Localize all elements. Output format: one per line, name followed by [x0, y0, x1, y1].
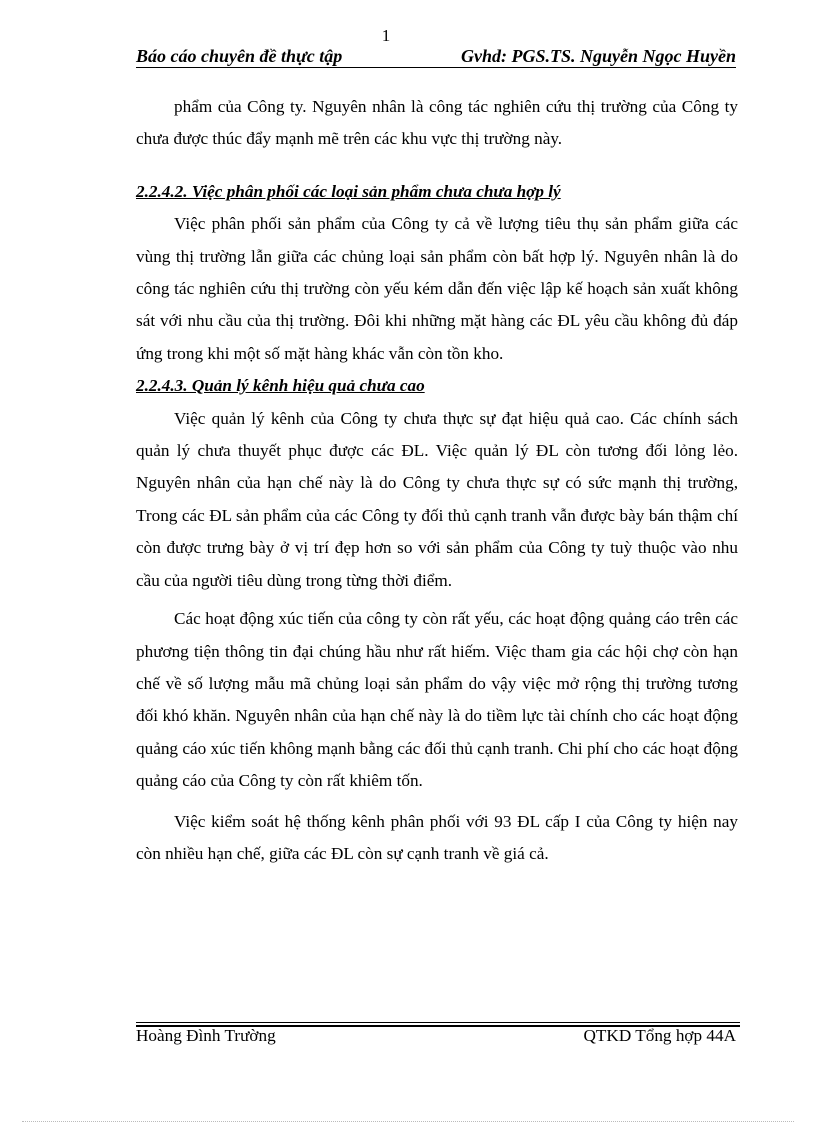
- page-bottom-edge: [22, 1121, 794, 1122]
- paragraph-promotion: Các hoạt động xúc tiến của công ty còn rất yếu, các hoạt động quảng cáo trên các phương tiện thông tin đại chúng hầu như rất hiếm. Việc tham gia các hội chợ còn hạn chế về số lượng mẫu mã chủng loại sản phẩm do vậy việc mở rộng thị trường tương đối khó khăn. Nguyên nhân của hạn chế này là do tiềm lực tài chính cho các hoạt động quảng cáo xúc tiến không mạnh bằng các đối thủ cạnh tranh. Chi phí cho các hoạt động quảng cáo của Công ty còn rất khiêm tốn.: [136, 609, 738, 791]
- paragraph-channel-control: Việc kiểm soát hệ thống kênh phân phối với 93 ĐL cấp I của Công ty hiện nay còn nhiều hạn chế, giữa các ĐL còn sự cạnh tranh về giá cả.: [136, 811, 738, 863]
- header-divider: [136, 67, 736, 68]
- header-report-title: Báo cáo chuyên đề thực tập: [136, 46, 343, 66]
- header-advisor: Gvhd: PGS.TS. Nguyễn Ngọc Huyền: [461, 46, 736, 66]
- footer-author: Hoàng Đình Trường: [136, 1026, 276, 1045]
- section-heading-2-2-4-2: 2.2.4.2. Việc phân phối các loại sản phẩm chưa chưa hợp lý: [136, 181, 561, 201]
- document-body: [136, 91, 738, 870]
- footer-divider-thin: [136, 1022, 740, 1023]
- section-heading-2-2-4-3: 2.2.4.3. Quản lý kênh hiệu quả chưa cao: [136, 376, 425, 396]
- page-footer: [136, 1026, 740, 1050]
- paragraph-continuation: phẩm của Công ty. Nguyên nhân là công tác nghiên cứu thị trường của Công ty chưa được thúc đẩy mạnh mẽ trên các khu vực thị trường này.: [136, 97, 738, 149]
- paragraph-channel-management: Việc quản lý kênh của Công ty chưa thực sự đạt hiệu quả cao. Các chính sách quản lý chưa thuyết phục được các ĐL. Việc quản lý ĐL còn tương đối lỏng lẻo. Nguyên nhân của hạn chế này là do Công ty chưa thực sự có sức mạnh thị trường, Trong các ĐL sản phẩm của các Công ty đối thủ cạnh tranh vẫn được bày bán thậm chí còn được trưng bày ở vị trí đẹp hơn so với sản phẩm của Công ty tuỳ thuộc vào nhu cầu của người tiêu dùng trong từng thời điểm.: [136, 408, 738, 590]
- page-header: [136, 46, 736, 68]
- page-number: 1: [381, 26, 391, 45]
- paragraph-distribution: Việc phân phối sản phẩm của Công ty cả về lượng tiêu thụ sản phẩm giữa các vùng thị trường lẫn giữa các chủng loại sản phẩm còn bất hợp lý. Nguyên nhân là do công tác nghiên cứu thị trường còn yếu kém dẫn đến việc lập kế hoạch sản xuất không sát với nhu cầu của thị trường. Đôi khi những mặt hàng các ĐL yêu cầu không đủ đáp ứng trong khi một số mặt hàng khác vẫn còn tồn kho.: [136, 214, 738, 363]
- footer-class: QTKD Tổng hợp 44A: [583, 1026, 736, 1045]
